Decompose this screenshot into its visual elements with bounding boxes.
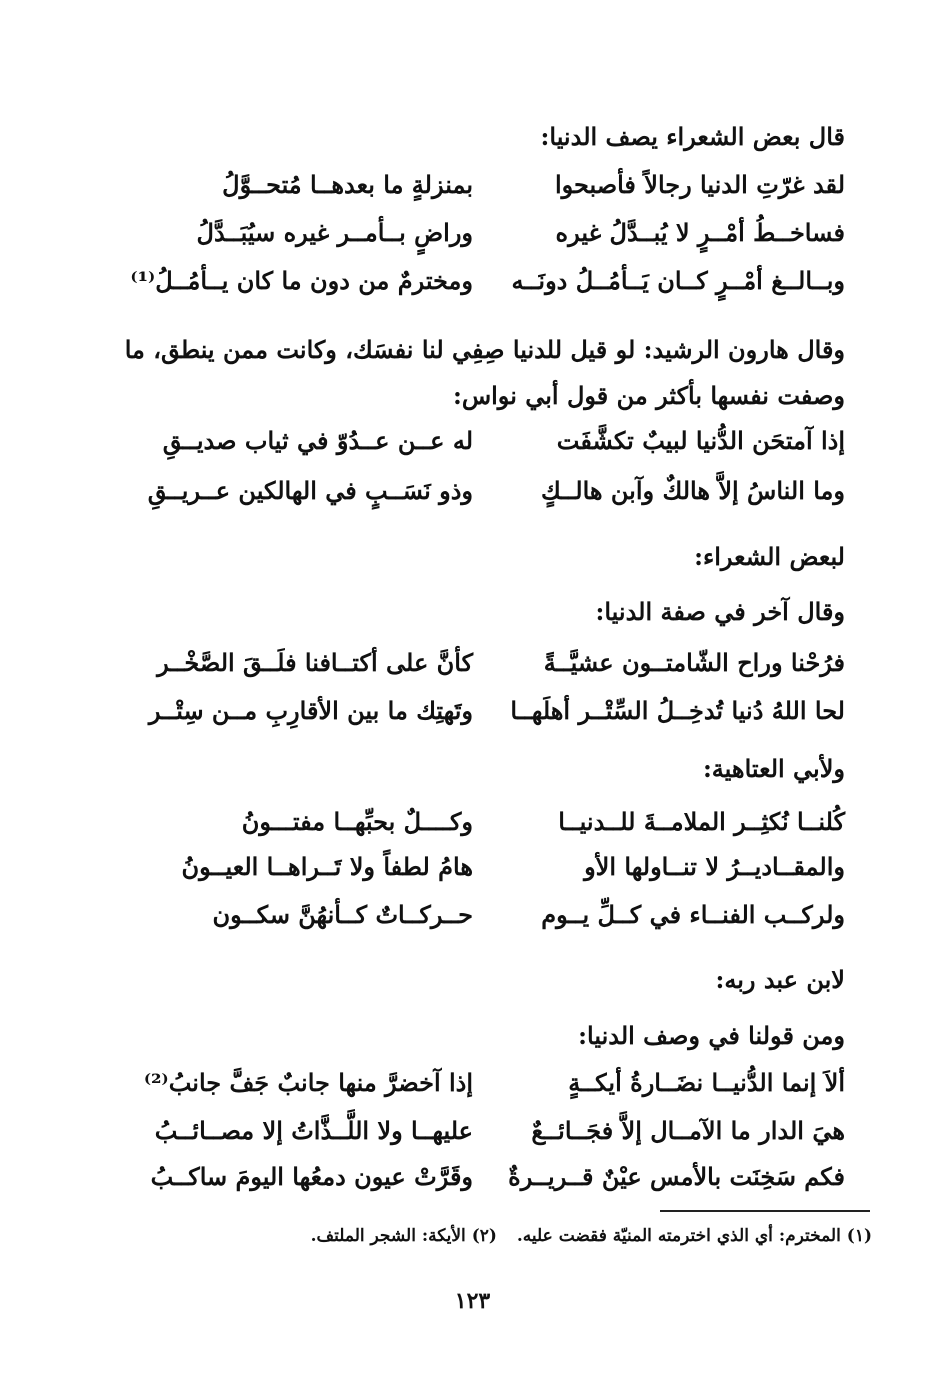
intro-line-1: قال بعض الشعراء يصف الدنيا: [540, 122, 845, 151]
verse-first-hemistich: إذا آمتحَن الدُّنيا لبيبٌ تكشَّفَت [556, 426, 845, 455]
verse-first-hemistich: وما الناسُ إلاَّ هالكٌ وآبن هالــكٍ [540, 476, 845, 505]
verse-row [0, 426, 945, 466]
verse-first-hemistich: هيَ الدار ما الآمــال إلاَّ فجَــائــعٌ [531, 1116, 845, 1145]
verse-second-hemistich: وذو نَسَــبٍ في الهالكين عــريــقِ [147, 476, 473, 505]
intro-line-4: ومن قولنا في وصف الدنيا: [578, 1021, 845, 1050]
verse-second-hemistich: حــركــاتٌ كــأنهُنَّ سكــون [212, 900, 473, 929]
verse-first-hemistich: والمقــاديــرُ لا تنــاولها الأو [584, 852, 845, 881]
verse-row [0, 476, 945, 516]
verse-second-hemistich: وراضٍ بــأمــر غيره سيُبَــدَّلُ [196, 218, 473, 247]
footnote-1: (١) المخترم: أي الذي اخترمته المنيّة فقضت عليه. [516, 1226, 872, 1246]
verse-first-hemistich: وبــالــغ أمْــرٍ كــان يَــأمُــلُ دونَــه [511, 266, 845, 295]
verse-row [0, 218, 945, 258]
footnotes [297, 1226, 872, 1246]
verse-second-hemistich: بمنزلةٍ ما بعدهــا مُتحــوَّلُ [222, 170, 473, 199]
prose-line-2: وصفت نفسها بأكثر من قول أبي نواس: [452, 381, 845, 410]
verse-row [0, 1162, 945, 1202]
verse-row [0, 1068, 945, 1108]
verse-row [0, 696, 945, 736]
verse-first-hemistich: فساخــطُ أمْــرٍ لا يُبــدَّلُ غيره [555, 218, 845, 247]
verse-row [0, 170, 945, 210]
verse-first-hemistich: لقد غرّتِ الدنيا رجالاً فأصبحوا [554, 170, 845, 199]
verse-first-hemistich: لحا اللهُ دُنيا تُدخِــلُ السِّتْــر أهلَهــا [510, 696, 845, 725]
verse-first-hemistich: كُلنــا نُكثِــر الملامــةَ للــدنيــا [558, 807, 845, 836]
page-number: ١٢٣ [454, 1288, 491, 1314]
section-heading: لابن عبد ربه: [715, 965, 845, 994]
verse-first-hemistich: فرُحْنا وراح الشّامتــون عشيَّــةً [543, 648, 845, 677]
footnote-separator [660, 1210, 870, 1212]
verse-second-hemistich: وتَهتِك ما بين الأقارِبِ مــن سِتْــر [148, 696, 473, 725]
prose-line-1: وقال هارون الرشيد: لو قيل للدنيا صِفِي لنا نفسَك، وكانت ممن ينطق، ما [124, 335, 845, 364]
verse-second-hemistich: هامُ لطفاً ولا تَــراهــا العيــونُ [181, 852, 473, 881]
verse-row [0, 900, 945, 940]
verse-row [0, 648, 945, 688]
verse-row [0, 1116, 945, 1156]
section-heading: لبعض الشعراء: [694, 542, 845, 571]
intro-line-2: وقال آخر في صفة الدنيا: [595, 597, 845, 626]
footnote-2: (٢) الأيكة: الشجر الملتف. [310, 1226, 497, 1246]
verse-row [0, 852, 945, 892]
verse-second-hemistich: له عــن عــدُوّ في ثياب صديــقِ [162, 426, 473, 455]
intro-line-3: ولأبي العتاهية: [702, 754, 845, 783]
verse-second-hemistich: عليهــا ولا اللَّــذَّاتُ إلا مصــائــبُ [154, 1116, 473, 1145]
verse-first-hemistich: ولركــب الفنــاء في كــلِّ يــوم [541, 900, 845, 929]
verse-first-hemistich: ألاَ إنما الدُّنيــا نضَــارةُ أيكــةٍ [568, 1068, 845, 1097]
verse-second-hemistich: ومخترمٌ من دون ما كان يــأمُــلُ⁽¹⁾ [130, 266, 473, 295]
verse-second-hemistich: كأنَّ على أكتــافنا فلَــقَ الصَّخْــر [157, 648, 473, 677]
verse-second-hemistich: وقَرَّتْ عيون دمعُها اليومَ ساكــبُ [150, 1162, 473, 1191]
verse-first-hemistich: فكم سَخِنَت بالأمس عيْنٌ قــريــرةٌ [508, 1162, 845, 1191]
verse-row [0, 807, 945, 847]
verse-second-hemistich: إذا آخضرَّ منها جانبٌ جَفَّ جانبُ⁽²⁾ [143, 1068, 473, 1097]
verse-row [0, 266, 945, 306]
verse-second-hemistich: وكــــلٌ بحبِّهــا مفتـــونُ [241, 807, 473, 836]
